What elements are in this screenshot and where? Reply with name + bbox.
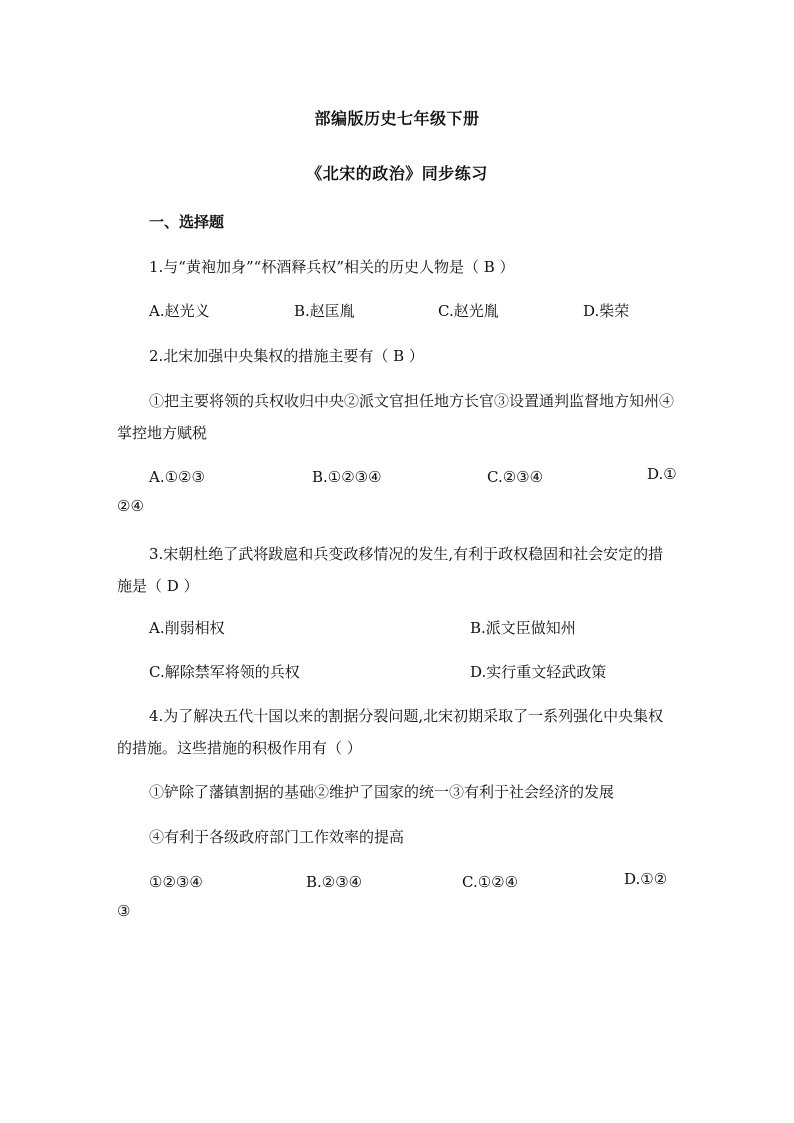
page-subtitle: 《北宋的政治》同步练习 [306, 164, 488, 183]
question-4-option-c: C.①②④ [462, 873, 519, 891]
question-1-option-c: C.赵光胤 [438, 302, 499, 320]
page-title: 部编版历史七年级下册 [314, 109, 480, 128]
question-2-option-d: D.①②④ [117, 465, 677, 515]
question-3-option-c: C.解除禁军将领的兵权 [149, 663, 300, 681]
question-2-option-a: A.①②③ [149, 468, 205, 486]
question-2-stem: 2.北宋加强中央集权的措施主要有（ B ） [149, 347, 424, 365]
question-1-option-b: B.赵匡胤 [294, 302, 355, 320]
question-3-option-b: B.派文臣做知州 [470, 619, 576, 637]
question-4-stem: 4.为了解决五代十国以来的割据分裂问题,北宋初期采取了一系列强化中央集权的措施。这些措施的积极作用有（ ） [117, 707, 664, 757]
question-2-detail: ①把主要将领的兵权收归中央②派文官担任地方长官③设置通判监督地方知州④掌控地方赋税 [117, 392, 675, 442]
question-4-option-d: D.①②③ [117, 870, 668, 920]
question-3-stem: 3.宋朝杜绝了武将跋扈和兵变政移情况的发生,有利于政权稳固和社会安定的措施是（ D ） [117, 545, 664, 595]
question-4-detail-2: ④有利于各级政府部门工作效率的提高 [149, 828, 405, 846]
question-1-stem: 1.与“黄袍加身”“杯酒释兵权”相关的历史人物是（ B ） [149, 258, 515, 276]
question-1-option-d: D.柴荣 [583, 302, 630, 320]
question-4-option-a: ①②③④ [149, 873, 203, 891]
question-4-detail-1: ①铲除了藩镇割据的基础②维护了国家的统一③有利于社会经济的发展 [149, 783, 615, 801]
question-4-option-b: B.②③④ [306, 873, 363, 891]
question-3-option-d: D.实行重文轻武政策 [470, 663, 607, 681]
question-2-option-c: C.②③④ [487, 468, 544, 486]
question-1-option-a: A.赵光义 [149, 302, 210, 320]
section-heading: 一、选择题 [149, 213, 225, 231]
question-2-option-b: B.①②③④ [312, 468, 382, 486]
question-3-option-a: A.削弱相权 [149, 619, 225, 637]
